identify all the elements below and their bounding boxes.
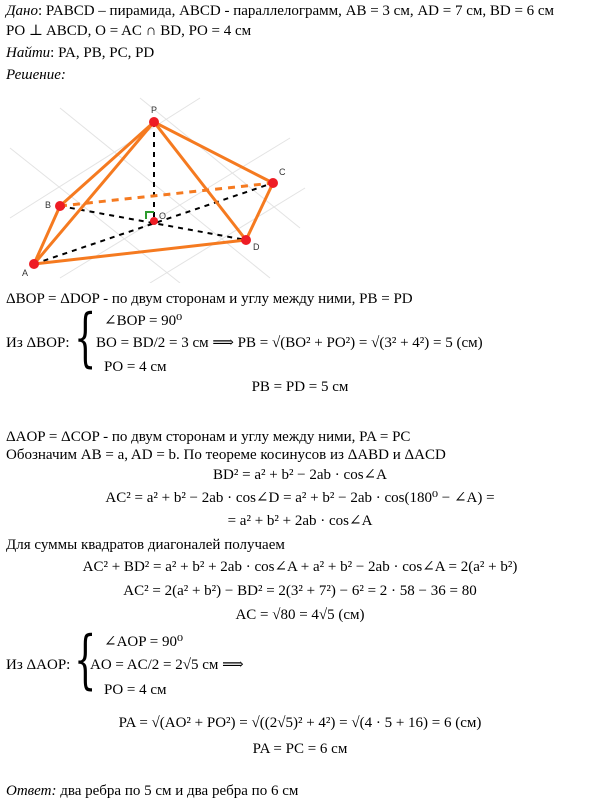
vertex-O xyxy=(150,217,158,225)
vertex-D xyxy=(241,235,251,245)
step2-claim: ΔAOP = ΔCOP - по двум сторонам и углу между ними, PA = PC xyxy=(6,429,411,445)
step3-sys-2: AO = AC/2 = 2√5 см ⟹ xyxy=(90,657,244,673)
formula-bd: BD² = a² + b² − 2ab · cos∠A xyxy=(213,467,387,483)
label-D: D xyxy=(253,242,260,252)
formula-pa: PA = √(AO² + PO²) = √((2√5)² + 4²) = √(4 · 5 + 16) = 6 (см) xyxy=(118,715,482,731)
find-label: Найти xyxy=(6,45,51,61)
given-line-1 xyxy=(6,2,554,20)
sum-text: Для суммы квадратов диагоналей получаем xyxy=(6,537,285,553)
edge-AB xyxy=(34,206,60,264)
formula-ac-calc: AC² = 2(a² + b²) − BD² = 2(3² + 7²) − 6² = 2 · 58 − 36 = 80 xyxy=(123,583,477,599)
edge-PD xyxy=(154,122,246,240)
step3-sys-3: PO = 4 см xyxy=(104,682,167,698)
pyramid-figure xyxy=(0,88,310,283)
step1-sys-3: PO = 4 см xyxy=(104,359,167,375)
vertex-C xyxy=(268,178,278,188)
step1-from: Из ΔBOP: xyxy=(6,335,70,351)
step3-from: Из ΔAOP: xyxy=(6,657,71,673)
edge-PB xyxy=(60,122,154,206)
given-label: Дано xyxy=(6,3,38,19)
given-line-2: PO ⊥ ABCD, O = AC ∩ BD, PO = 4 см xyxy=(6,23,252,39)
step1-sys-2: BO = BD/2 = 3 см ⟹ PB = √(BO² + PO²) = √(3² + 4²) = 5 (см) xyxy=(96,335,483,351)
answer-line xyxy=(6,782,298,800)
label-P: P xyxy=(151,105,158,115)
formula-ac-2: = a² + b² + 2ab · cos∠A xyxy=(227,513,373,529)
formula-ac-1: AC² = a² + b² − 2ab · cos∠D = a² + b² − 2ab · cos(180⁰ − ∠A) = xyxy=(105,490,495,506)
answer-text: два ребра по 5 см и два ребра по 6 см xyxy=(60,783,299,799)
step1-sys-1: ∠BOP = 90⁰ xyxy=(104,313,183,329)
find-line xyxy=(6,44,154,62)
label-A: A xyxy=(22,268,29,278)
step3-result: PA = PC = 6 см xyxy=(252,741,348,757)
step2-notation: Обозначим AB = a, AD = b. По теореме косинусов из ΔABD и ΔACD xyxy=(6,447,446,463)
hidden-edges xyxy=(34,122,273,264)
step1-brace: { xyxy=(74,301,97,375)
edge-PC xyxy=(154,122,273,183)
label-O: O xyxy=(159,211,167,221)
vertex-P xyxy=(149,117,159,127)
answer-label: Ответ: xyxy=(6,783,57,799)
find-text: : PA, PB, PC, PD xyxy=(50,45,155,61)
given-text-1: : PABCD – пирамида, ABCD - параллелограмм, AB = 3 см, AD = 7 см, BD = 6 см xyxy=(38,3,555,19)
edge-CD xyxy=(246,183,273,240)
formula-sum: AC² + BD² = a² + b² + 2ab · cos∠A + a² + b² − 2ab · cos∠A = 2(a² + b²) xyxy=(82,559,518,575)
label-B: B xyxy=(45,200,52,210)
formula-ac-result: AC = √80 = 4√5 (см) xyxy=(235,607,365,623)
vertex-B xyxy=(55,201,65,211)
vertex-A xyxy=(29,259,39,269)
step1-result: PB = PD = 5 см xyxy=(251,379,349,395)
solution-label: Решение: xyxy=(6,67,66,83)
step3-brace: { xyxy=(74,623,97,697)
label-C: C xyxy=(279,167,286,177)
step1-claim: ΔBOP = ΔDOP - по двум сторонам и углу между ними, PB = PD xyxy=(6,291,413,307)
step3-sys-1: ∠AOP = 90⁰ xyxy=(104,634,183,650)
edge-AD xyxy=(34,240,246,264)
